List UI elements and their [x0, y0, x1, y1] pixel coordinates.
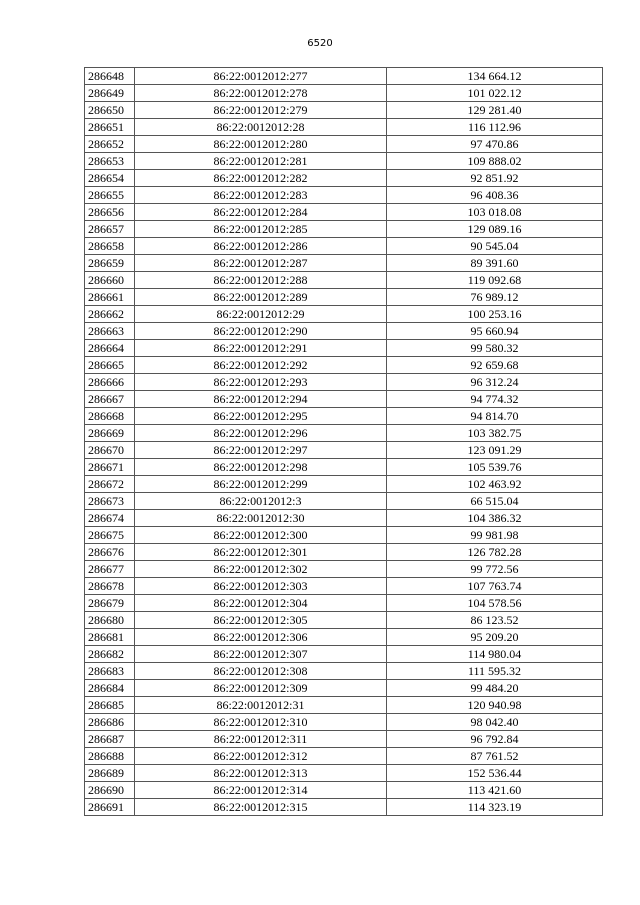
value-cell: 103 382.75 — [387, 425, 603, 442]
row-number-cell: 286658 — [85, 238, 135, 255]
value-cell: 76 989.12 — [387, 289, 603, 306]
value-cell: 114 980.04 — [387, 646, 603, 663]
value-cell: 134 664.12 — [387, 68, 603, 85]
table-row — [85, 204, 603, 221]
table-row — [85, 391, 603, 408]
row-number-cell: 286666 — [85, 374, 135, 391]
table-row — [85, 646, 603, 663]
cadastral-number-cell: 86:22:0012012:298 — [135, 459, 387, 476]
cadastral-number-cell: 86:22:0012012:306 — [135, 629, 387, 646]
table-row — [85, 357, 603, 374]
value-cell: 95 209.20 — [387, 629, 603, 646]
value-cell: 86 123.52 — [387, 612, 603, 629]
row-number-cell: 286682 — [85, 646, 135, 663]
table-row — [85, 153, 603, 170]
value-cell: 96 312.24 — [387, 374, 603, 391]
table-row — [85, 170, 603, 187]
cadastral-number-cell: 86:22:0012012:290 — [135, 323, 387, 340]
cadastral-number-cell: 86:22:0012012:28 — [135, 119, 387, 136]
cadastral-number-cell: 86:22:0012012:279 — [135, 102, 387, 119]
cadastral-number-cell: 86:22:0012012:288 — [135, 272, 387, 289]
cadastral-number-cell: 86:22:0012012:304 — [135, 595, 387, 612]
value-cell: 119 092.68 — [387, 272, 603, 289]
table-row — [85, 799, 603, 816]
cadastral-number-cell: 86:22:0012012:289 — [135, 289, 387, 306]
row-number-cell: 286691 — [85, 799, 135, 816]
cadastral-number-cell: 86:22:0012012:301 — [135, 544, 387, 561]
value-cell: 111 595.32 — [387, 663, 603, 680]
table-row — [85, 340, 603, 357]
table-row — [85, 748, 603, 765]
cadastral-number-cell: 86:22:0012012:282 — [135, 170, 387, 187]
cadastral-number-cell: 86:22:0012012:291 — [135, 340, 387, 357]
table-row — [85, 527, 603, 544]
row-number-cell: 286655 — [85, 187, 135, 204]
value-cell: 103 018.08 — [387, 204, 603, 221]
table-row — [85, 136, 603, 153]
table-row — [85, 425, 603, 442]
cadastral-number-cell: 86:22:0012012:281 — [135, 153, 387, 170]
table-row — [85, 765, 603, 782]
table-row — [85, 697, 603, 714]
value-cell: 66 515.04 — [387, 493, 603, 510]
table-row — [85, 238, 603, 255]
cadastral-number-cell: 86:22:0012012:307 — [135, 646, 387, 663]
table-row — [85, 68, 603, 85]
table-row — [85, 408, 603, 425]
value-cell: 129 281.40 — [387, 102, 603, 119]
cadastral-number-cell: 86:22:0012012:287 — [135, 255, 387, 272]
value-cell: 89 391.60 — [387, 255, 603, 272]
cadastral-number-cell: 86:22:0012012:302 — [135, 561, 387, 578]
row-number-cell: 286675 — [85, 527, 135, 544]
cadastral-number-cell: 86:22:0012012:311 — [135, 731, 387, 748]
table-row — [85, 306, 603, 323]
value-cell: 99 981.98 — [387, 527, 603, 544]
cadastral-number-cell: 86:22:0012012:309 — [135, 680, 387, 697]
value-cell: 92 659.68 — [387, 357, 603, 374]
table-row — [85, 595, 603, 612]
cadastral-number-cell: 86:22:0012012:29 — [135, 306, 387, 323]
row-number-cell: 286657 — [85, 221, 135, 238]
value-cell: 129 089.16 — [387, 221, 603, 238]
cadastral-number-cell: 86:22:0012012:300 — [135, 527, 387, 544]
cadastral-number-cell: 86:22:0012012:294 — [135, 391, 387, 408]
value-cell: 90 545.04 — [387, 238, 603, 255]
value-cell: 95 660.94 — [387, 323, 603, 340]
cadastral-number-cell: 86:22:0012012:312 — [135, 748, 387, 765]
table-row — [85, 782, 603, 799]
table-row — [85, 561, 603, 578]
table-row — [85, 629, 603, 646]
value-cell: 99 484.20 — [387, 680, 603, 697]
value-cell: 126 782.28 — [387, 544, 603, 561]
cadastral-number-cell: 86:22:0012012:303 — [135, 578, 387, 595]
row-number-cell: 286660 — [85, 272, 135, 289]
value-cell: 97 470.86 — [387, 136, 603, 153]
row-number-cell: 286670 — [85, 442, 135, 459]
row-number-cell: 286667 — [85, 391, 135, 408]
value-cell: 120 940.98 — [387, 697, 603, 714]
cadastral-number-cell: 86:22:0012012:315 — [135, 799, 387, 816]
cadastral-number-cell: 86:22:0012012:277 — [135, 68, 387, 85]
row-number-cell: 286686 — [85, 714, 135, 731]
cadastral-number-cell: 86:22:0012012:314 — [135, 782, 387, 799]
value-cell: 102 463.92 — [387, 476, 603, 493]
cadastral-number-cell: 86:22:0012012:280 — [135, 136, 387, 153]
row-number-cell: 286672 — [85, 476, 135, 493]
page-number: 6520 — [307, 38, 333, 49]
table-row — [85, 493, 603, 510]
cadastral-number-cell: 86:22:0012012:284 — [135, 204, 387, 221]
table-row — [85, 663, 603, 680]
row-number-cell: 286676 — [85, 544, 135, 561]
row-number-cell: 286680 — [85, 612, 135, 629]
row-number-cell: 286651 — [85, 119, 135, 136]
table-body — [85, 68, 603, 816]
row-number-cell: 286665 — [85, 357, 135, 374]
row-number-cell: 286673 — [85, 493, 135, 510]
cadastral-number-cell: 86:22:0012012:305 — [135, 612, 387, 629]
value-cell: 96 792.84 — [387, 731, 603, 748]
value-cell: 152 536.44 — [387, 765, 603, 782]
table-row — [85, 680, 603, 697]
row-number-cell: 286685 — [85, 697, 135, 714]
table-row — [85, 119, 603, 136]
table-row — [85, 102, 603, 119]
value-cell: 107 763.74 — [387, 578, 603, 595]
row-number-cell: 286683 — [85, 663, 135, 680]
cadastral-number-cell: 86:22:0012012:297 — [135, 442, 387, 459]
row-number-cell: 286664 — [85, 340, 135, 357]
table-row — [85, 578, 603, 595]
cadastral-number-cell: 86:22:0012012:310 — [135, 714, 387, 731]
row-number-cell: 286662 — [85, 306, 135, 323]
table-row — [85, 255, 603, 272]
value-cell: 100 253.16 — [387, 306, 603, 323]
table-row — [85, 476, 603, 493]
cadastral-number-cell: 86:22:0012012:283 — [135, 187, 387, 204]
value-cell: 92 851.92 — [387, 170, 603, 187]
value-cell: 99 772.56 — [387, 561, 603, 578]
cadastral-number-cell: 86:22:0012012:293 — [135, 374, 387, 391]
cadastral-number-cell: 86:22:0012012:30 — [135, 510, 387, 527]
row-number-cell: 286679 — [85, 595, 135, 612]
cadastral-number-cell: 86:22:0012012:308 — [135, 663, 387, 680]
table-row — [85, 612, 603, 629]
cadastral-number-cell: 86:22:0012012:299 — [135, 476, 387, 493]
table-row — [85, 323, 603, 340]
table-row — [85, 85, 603, 102]
row-number-cell: 286656 — [85, 204, 135, 221]
value-cell: 114 323.19 — [387, 799, 603, 816]
cadastral-number-cell: 86:22:0012012:286 — [135, 238, 387, 255]
cadastral-number-cell: 86:22:0012012:313 — [135, 765, 387, 782]
value-cell: 96 408.36 — [387, 187, 603, 204]
value-cell: 87 761.52 — [387, 748, 603, 765]
cadastral-number-cell: 86:22:0012012:278 — [135, 85, 387, 102]
row-number-cell: 286678 — [85, 578, 135, 595]
table-row — [85, 442, 603, 459]
value-cell: 94 814.70 — [387, 408, 603, 425]
value-cell: 98 042.40 — [387, 714, 603, 731]
row-number-cell: 286659 — [85, 255, 135, 272]
cadastral-number-cell: 86:22:0012012:292 — [135, 357, 387, 374]
value-cell: 116 112.96 — [387, 119, 603, 136]
cadastral-number-cell: 86:22:0012012:285 — [135, 221, 387, 238]
value-cell: 113 421.60 — [387, 782, 603, 799]
table-row — [85, 731, 603, 748]
value-cell: 104 386.32 — [387, 510, 603, 527]
table-row — [85, 544, 603, 561]
value-cell: 94 774.32 — [387, 391, 603, 408]
value-cell: 104 578.56 — [387, 595, 603, 612]
row-number-cell: 286671 — [85, 459, 135, 476]
row-number-cell: 286689 — [85, 765, 135, 782]
row-number-cell: 286684 — [85, 680, 135, 697]
value-cell: 99 580.32 — [387, 340, 603, 357]
row-number-cell: 286649 — [85, 85, 135, 102]
row-number-cell: 286668 — [85, 408, 135, 425]
value-cell: 101 022.12 — [387, 85, 603, 102]
row-number-cell: 286663 — [85, 323, 135, 340]
registry-table — [84, 67, 603, 816]
table-row — [85, 459, 603, 476]
row-number-cell: 286661 — [85, 289, 135, 306]
row-number-cell: 286681 — [85, 629, 135, 646]
cadastral-number-cell: 86:22:0012012:31 — [135, 697, 387, 714]
row-number-cell: 286677 — [85, 561, 135, 578]
row-number-cell: 286687 — [85, 731, 135, 748]
row-number-cell: 286674 — [85, 510, 135, 527]
table-row — [85, 714, 603, 731]
row-number-cell: 286690 — [85, 782, 135, 799]
table-row — [85, 374, 603, 391]
table-row — [85, 221, 603, 238]
row-number-cell: 286688 — [85, 748, 135, 765]
row-number-cell: 286654 — [85, 170, 135, 187]
value-cell: 123 091.29 — [387, 442, 603, 459]
cadastral-number-cell: 86:22:0012012:3 — [135, 493, 387, 510]
cadastral-number-cell: 86:22:0012012:296 — [135, 425, 387, 442]
row-number-cell: 286669 — [85, 425, 135, 442]
table-row — [85, 510, 603, 527]
value-cell: 109 888.02 — [387, 153, 603, 170]
value-cell: 105 539.76 — [387, 459, 603, 476]
row-number-cell: 286653 — [85, 153, 135, 170]
row-number-cell: 286650 — [85, 102, 135, 119]
table-row — [85, 289, 603, 306]
table-row — [85, 187, 603, 204]
table-row — [85, 272, 603, 289]
row-number-cell: 286652 — [85, 136, 135, 153]
row-number-cell: 286648 — [85, 68, 135, 85]
cadastral-number-cell: 86:22:0012012:295 — [135, 408, 387, 425]
